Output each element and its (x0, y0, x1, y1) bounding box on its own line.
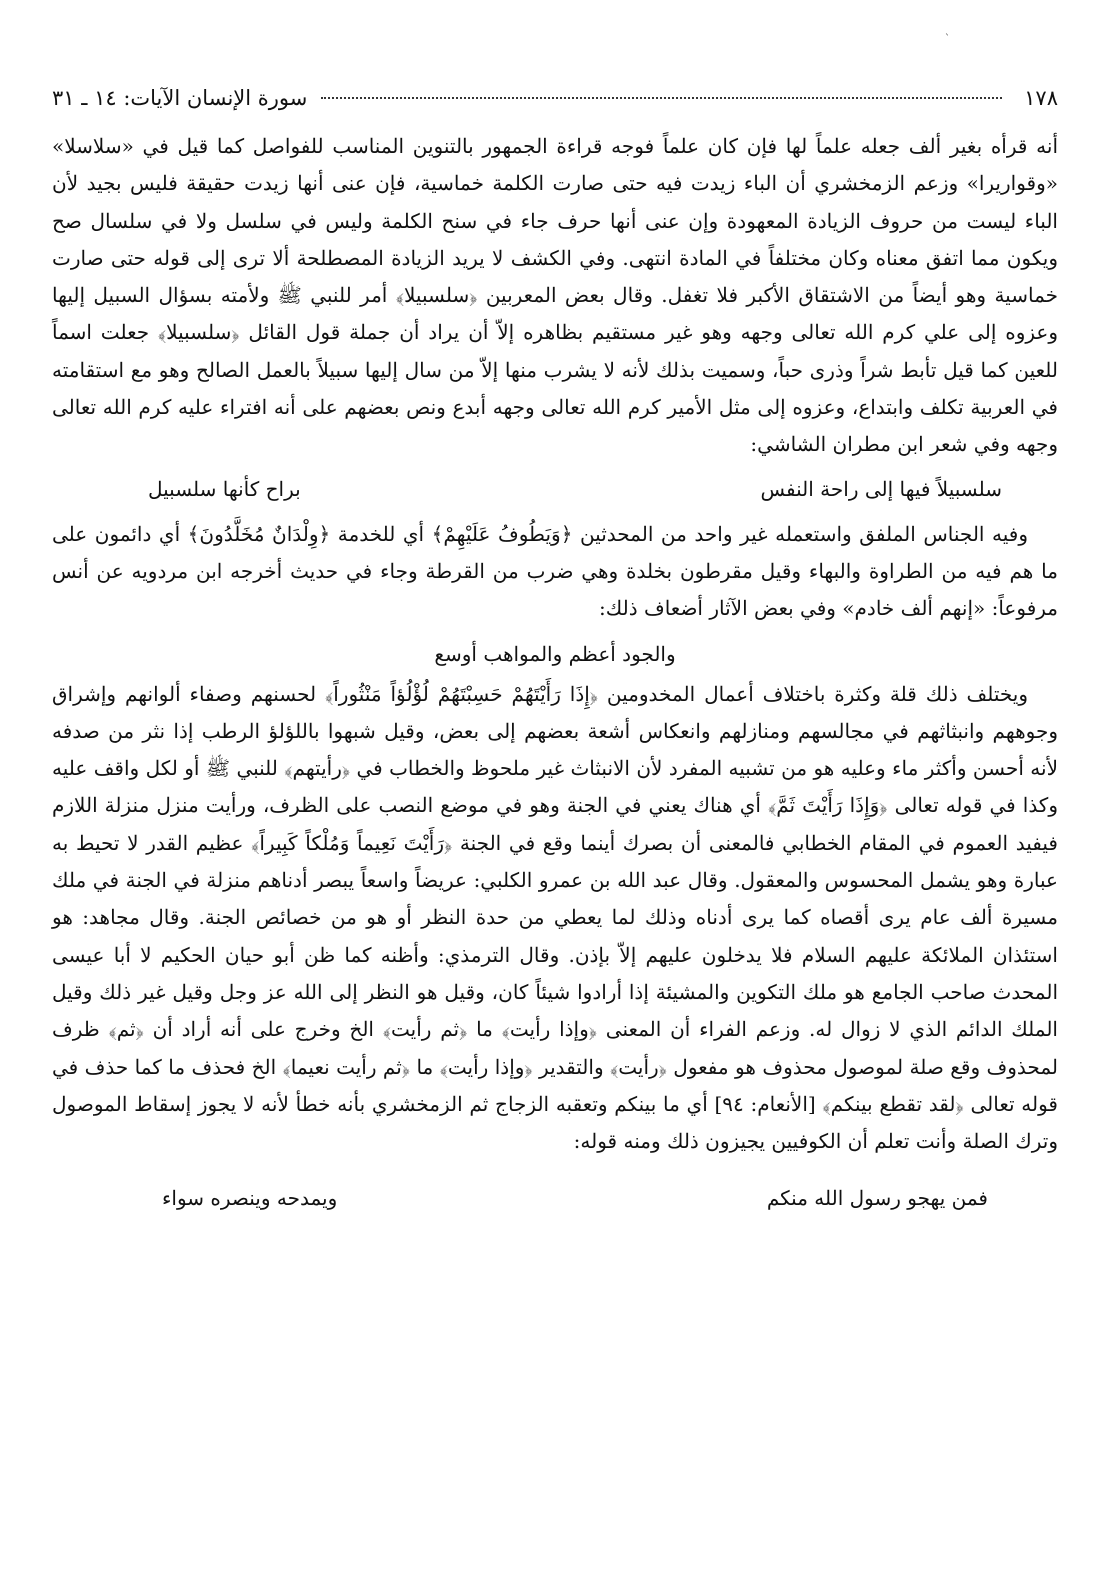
verse-3-right-hemistich: فمن يهجو رسول الله منكم (766, 1185, 988, 1210)
verse-1-left-hemistich: براح كأنها سلسبيل (148, 477, 301, 502)
verse-3-left-hemistich: ويمدحه وينصره سواء (162, 1185, 338, 1210)
verse-couplet-1 (52, 464, 1058, 516)
paragraph-2: وفيه الجناس الملفق واستعمله غير واحد من المحدثين ﴿وَيَطُوفُ عَلَيْهِمْ﴾ أي للخدمة ﴿وِلْدَانٌ مُخَلَّدُونَ﴾ أي دائمون على ما هم فيه من الطراوة والبهاء وقيل مقرطون بخلدة وهي ضرب من القرطة وجاء في حديث أخرجه ابن مردويه عن أنس مرفوعاً: «إنهم ألف خادم» وفي بعض الآثار أضعاف ذلك: (52, 521, 1058, 621)
verse-line-2: والجود أعظم والمواهب أوسع (434, 641, 676, 666)
book-page (52, 0, 1058, 1571)
verse-couplet-3 (52, 1172, 1058, 1224)
header-leader-dots (321, 97, 1002, 99)
scan-mark: ` (945, 34, 950, 45)
paragraph-3: ويختلف ذلك قلة وكثرة باختلاف أعمال المخدومين ﴿إِذَا رَأَيْتَهُمْ حَسِبْتَهُمْ لُؤْلُؤاً مَنْثُوراً﴾ لحسنهم وصفاء ألوانهم وإشراق وجوههم وانبثاثهم في مجالسهم ومنازلهم وانعكاس أشعة بعضهم إلى بعض، وقيل شبهوا باللؤلؤ الرطب إذا نثر من صدفه لأنه أحسن وأكثر ماء وعليه هو من تشبيه المفرد لأن الانبثاث غير ملحوظ والخطاب في ﴿رأيتهم﴾ للنبي ﷺ أو لكل واقف عليه وكذا في قوله تعالى ﴿وَإِذَا رَأَيْتَ ثَمَّ﴾ أي هناك يعني في الجنة وهو في موضع النصب على الظرف، ورأيت منزل منزلة اللازم فيفيد العموم في المقام الخطابي فالمعنى أن بصرك أينما وقع في الجنة ﴿رَأَيْتَ نَعِيماً وَمُلْكاً كَبِيراً﴾ عظيم القدر لا تحيط به عبارة وهو يشمل المحسوس والمعقول. وقال عبد الله بن عمرو الكلبي: عريضاً واسعاً يبصر أدناهم منزلة في الجنة في ملك مسيرة ألف عام يرى أقصاه كما يرى أدناه وذلك لما يعطي من حدة النظر أو هو من خصائص الجنة. وقال مجاهد: هو استئذان الملائكة عليهم السلام فلا يدخلون عليهم إلاّ بإذن. وقال الترمذي: وأظنه كما ظن أبو حيان الحكيم لا أبا عيسى المحدث صاحب الجامع هو ملك التكوين والمشيئة إذا أرادوا شيئاً كان، وقيل هو النظر إلى الله عز وجل وقيل غير ذلك وقيل الملك الدائم الذي لا زوال له. وزعم الفراء أن المعنى ﴿وإذا رأيت﴾ ما ﴿ثم رأيت﴾ الخ وخرج على أنه أراد أن ﴿ثم﴾ ظرف لمحذوف وقع صلة لموصول محذوف هو مفعول ﴿رأيت﴾ والتقدير ﴿وإذا رأيت﴾ ما ﴿ثم رأيت نعيما﴾ الخ فحذف ما كما حذف في قوله تعالى ﴿لقد تقطع بينكم﴾ [الأنعام: ٩٤] أي ما بينكم وتعقبه الزجاج ثم الزمخشري بأنه خطأ لأنه لا يجوز إسقاط الموصول وترك الصلة وأنت تعلم أن الكوفيين يجيزون ذلك ومنه قوله: (52, 681, 1058, 1154)
running-title: سورة الإنسان الآيات: ١٤ ـ ٣١ (52, 86, 308, 110)
verse-1-right-hemistich: سلسبيلاً فيها إلى راحة النفس (760, 477, 1002, 502)
paragraph-1: أنه قرأه بغير ألف جعله علماً لها فإن كان علماً فوجه قراءة الجمهور بالتنوين المناسب للفواصل كما قيل في «سلاسلا» «وقواريرا» وزعم الزمخشري أن الباء زيدت فيه حتى صارت الكلمة خماسية، فإن عنى أنها زيدت حقيقة فليس بجيد لأن الباء ليست من حروف الزيادة المعهودة وإن عنى أنها حرف جاء في سنح الكلمة وليس في سلسل ولا في سلسال صح ويكون مما اتفق معناه وكان مختلفاً في المادة انتهى. وفي الكشف لا يريد الزيادة المصطلحة ألا ترى إلى قوله حتى صارت خماسية وهو أيضاً من الاشتقاق الأكبر فلا تغفل. وقال بعض المعربين ﴿سلسبيلا﴾ أمر للنبي ﷺ ولأمته بسؤال السبيل إليها وعزوه إلى علي كرم الله تعالى وجهه وهو غير مستقيم بظاهره إلاّ أن يراد أن جملة قول القائل ﴿سلسبيلا﴾ جعلت اسماً للعين كما قيل تأبط شراً وذرى حباً، وسميت بذلك لأنه لا يشرب منها إلاّ من سال إليها سبيلاً بالعمل الصالح وهو مع استقامته في العربية تكلف وابتداع، وعزوه إلى مثل الأمير كرم الله تعالى وجهه أبدع ونص بعضهم على أنه افتراء عليه كرم الله تعالى وجهه وفي شعر ابن مطران الشاشي: (52, 134, 1058, 457)
page-body (52, 128, 1058, 1224)
page-number: ١٧٨ (1024, 86, 1058, 110)
page-header (52, 86, 1058, 120)
